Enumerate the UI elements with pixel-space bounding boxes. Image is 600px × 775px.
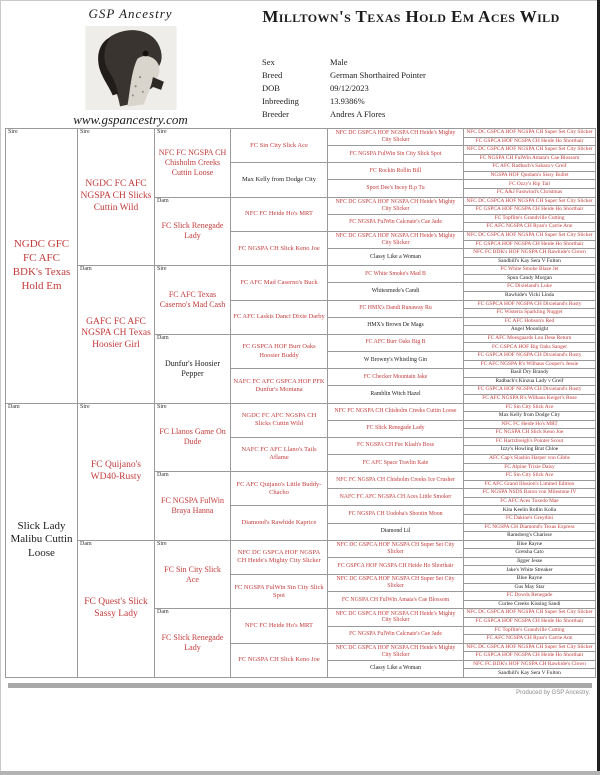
info-label: DOB [262, 83, 280, 93]
dog-name-link[interactable]: FC HMX's Dandi Runaway Ru [359, 305, 432, 312]
relation-label-dam: Dam [157, 197, 169, 204]
dog-name-link[interactable]: FC AFC Radbach's Sahara v Greif [492, 163, 567, 170]
dog-name-link[interactable]: GAFC FC AFC NGSPA CH Texas Hoosier Girl [81, 316, 151, 351]
pedigree-cell-g2-3 [78, 403, 154, 540]
pedigree-cell-g6-13 [464, 231, 595, 240]
dog-name-link[interactable]: FC NGSPA CH Diamond's Texas Express [484, 523, 575, 530]
dog-name-link[interactable]: FC NGSPA CH Uodoba's Shootin Moon [348, 511, 443, 518]
pedigree-cell-g5-18 [328, 420, 463, 437]
pedigree-cell-g6-49 [464, 540, 595, 549]
dog-name-link[interactable]: FC GSPCA HOF NGSPA CH Heide Ho Shorthair [475, 652, 584, 659]
pedigree-cell-g2-2 [78, 265, 154, 402]
dog-name-link[interactable]: FC NGSPA FulWin Sin City Slick Spot [234, 583, 324, 599]
pedigree-cell-g6-23 [464, 317, 595, 326]
dog-name-text: Dunfur's Hoosier Pepper [165, 358, 220, 378]
pedigree-column-2 [77, 129, 154, 677]
dog-name-link[interactable]: FC Wisterra Sparkling Nugget [496, 309, 563, 316]
dog-name-link[interactable]: FC Dowds Renegade [506, 592, 553, 599]
pedigree-cell-g6-3 [464, 145, 595, 154]
pedigree-cell-g5-19 [328, 437, 463, 454]
info-row-inbreeding [262, 95, 550, 108]
pedigree-cell-g5-10 [328, 282, 463, 299]
dog-name-text: Diamond Lil [380, 528, 411, 535]
pedigree-cell-g6-26 [464, 342, 595, 351]
pedigree-column-4 [230, 129, 327, 677]
dog-name-text: Max Kelly from Dodge City [241, 175, 317, 183]
pedigree-cell-g6-48 [464, 531, 595, 540]
dog-name-link[interactable]: FC AFC Moesgaards Lou Dese Return [487, 334, 572, 341]
dog-name-link[interactable]: FC AFC Aces Tuxedo Mae [500, 497, 559, 504]
pedigree-cell-g5-27 [328, 574, 463, 591]
dog-name-link[interactable]: FC NGSPA CH Slick Keno Joe [238, 244, 320, 252]
dog-name-link[interactable]: NFC FC NGSPA CH Chisholm Creeks Ice Crusher [336, 476, 455, 483]
pedigree-cell-g6-24 [464, 325, 595, 334]
dog-name-link[interactable]: NFC FC BDK's HOF NGSPA CH Rawhide's Clown [473, 249, 586, 256]
dog-name-link[interactable]: FC GSPCA HOF Big Oaks Sanger [491, 343, 568, 350]
pedigree-cell-g6-20 [464, 291, 595, 300]
relation-label-dam: Dam [80, 540, 92, 547]
pedigree-cell-g6-19 [464, 282, 595, 291]
pedigree-cell-g5-29 [328, 608, 463, 625]
dog-name-text: W Browny's Whistling Gin [363, 356, 428, 363]
dog-name-text: Izzy's Howling Brat Chloe [500, 446, 559, 453]
relation-label-sire: Sire [80, 129, 90, 135]
pedigree-cell-g5-16 [328, 385, 463, 402]
dog-name-link[interactable]: NGDC GFC FC AFC BDK's Texas Hold Em [12, 238, 71, 292]
pedigree-cell-g6-55 [464, 591, 595, 600]
pedigree-cell-g6-8 [464, 188, 595, 197]
dog-name-link[interactable]: NFC DC GSPCA HOF NGSPA CH Heide's Mighty City Slicker [335, 644, 456, 658]
dog-name-link[interactable]: FC Sin City Slick Ace [505, 472, 554, 479]
dog-name-link[interactable]: FC AFC Grand Illusion's Limited Edition [484, 480, 575, 487]
dog-name-link[interactable]: FC Ozzy's Rip Tail [508, 180, 551, 187]
info-value: 13.9386% [330, 96, 365, 106]
dog-name-text: Gus May Star [514, 583, 545, 590]
pedigree-cell-g3-3 [155, 265, 230, 334]
pedigree-cell-g6-10 [464, 205, 595, 214]
relation-label-dam: Dam [157, 472, 169, 479]
pedigree-cell-g1-2 [6, 403, 77, 678]
pedigree-cell-g4-8 [231, 368, 327, 402]
dog-name-link[interactable]: FC Quijano's WD40-Rusty [90, 459, 142, 482]
dog-name-link[interactable]: NFC DC GSPCA HOF NGSPA CH Super Set City Slicker [466, 643, 593, 650]
dog-name-link[interactable]: NFC DC GSPCA HOF NGSPA CH Super Set City Slicker [466, 146, 593, 153]
dog-name-link[interactable]: NFC FC Heide Ho's MRT [245, 210, 313, 218]
dog-name-link[interactable]: FC AFC Quijano's Little Buddy-Chacho [236, 480, 322, 496]
dog-name-text: Angel Moonlight [510, 326, 549, 333]
info-row-sex [262, 56, 550, 69]
dog-name-text: Whitesmede's Candi [371, 288, 420, 294]
pedigree-cell-g6-1 [464, 129, 595, 137]
dog-name-text: Max Kelly from Dodge City [498, 412, 561, 419]
dog-name-link[interactable]: FC AFC Mad Caserno's Buck [240, 278, 318, 286]
info-value: German Shorthaired Pointer [330, 70, 426, 80]
dog-name-link[interactable]: FC Slick Renegade Lady [161, 221, 224, 241]
dog-name-link[interactable]: FC NGSPA FulWin Braya Hanna [161, 495, 224, 515]
dog-name-link[interactable]: NFC DC GSPCA HOF NGSPA CH Heide's Mighty City Slicker [335, 610, 456, 624]
pedigree-column-1 [6, 129, 77, 677]
pedigree-cell-g4-9 [231, 403, 327, 437]
dog-name-link[interactable]: NFC FC NGSPA CH Chisholm Creeks Cuttin Loose [334, 408, 457, 415]
site-url-link[interactable]: www.gspancestry.com [73, 112, 188, 127]
pedigree-cell-g6-14 [464, 240, 595, 249]
dog-name-text: Jigger Jesse [516, 557, 543, 564]
pedigree-cell-g4-14 [231, 574, 327, 608]
dog-name-link[interactable]: NFC DC GSPCA HOF NGSPA CH Super Set City Slicker [336, 541, 455, 555]
dog-name-link[interactable]: FC AFC Laskis Danci Dixie Darby [233, 313, 325, 321]
dog-name-link[interactable]: AFC Cap's Slashin Harper von Gibbs [489, 455, 570, 462]
dog-name-link[interactable]: FC AFC Burr Oaks Big B [365, 339, 426, 346]
pedigree-column-5 [327, 129, 463, 677]
pedigree-cell-g6-33 [464, 403, 595, 412]
dog-name-link[interactable]: FC AFC NGSPA R's Wilhaus Keiger's Rose [482, 395, 577, 401]
pedigree-cell-g5-13 [328, 334, 463, 351]
relation-label-dam: Dam [80, 266, 92, 273]
dog-name-link[interactable]: Diamond's Rawhide Kaprice [241, 519, 317, 527]
pedigree-cell-g5-15 [328, 368, 463, 385]
dog-name-link[interactable]: FC AFC NGSPA CH Ryan's Carrie Ann [486, 635, 573, 642]
info-label: Breed [262, 70, 283, 80]
pedigree-cell-g6-21 [464, 300, 595, 309]
dog-name-link[interactable]: NFC DC GSPCA HOF NGSPA CH Heide's Mighty City Slicker [335, 198, 456, 212]
dog-name-link[interactable]: FC NGSPA NSDS Baron von Milestone IV [482, 489, 577, 496]
info-label: Breeder [262, 109, 289, 119]
relation-label-dam: Dam [157, 334, 169, 341]
pedigree-cell-g4-12 [231, 505, 327, 539]
pedigree-cell-g5-7 [328, 231, 463, 248]
relation-label-dam: Dam [157, 609, 169, 616]
pedigree-cell-g6-47 [464, 523, 595, 532]
relation-label-sire: Sire [157, 129, 167, 135]
dog-name-link[interactable]: FC GSPCA HOF NGSPA CH Heide Ho Shorthair [337, 562, 454, 569]
dog-name-link[interactable]: FC NGSPA CH FulWin Amata's Cae Blossom [341, 596, 450, 603]
dog-name-text: Curlee Creeks Kissing Sandi [498, 600, 561, 607]
footer-bar [8, 683, 592, 688]
pedigree-cell-g6-31 [464, 385, 595, 394]
relation-label-sire: Sire [80, 403, 90, 410]
pedigree-cell-g5-22 [328, 488, 463, 505]
pedigree-cell-g5-1 [328, 129, 463, 145]
pedigree-cell-g4-4 [231, 231, 327, 265]
relation-label-sire: Sire [8, 129, 18, 135]
dog-name-link[interactable]: NFC DC GSPCA HOF NGSPA CH Heide's Mighty City Slicker [335, 233, 456, 247]
pedigree-cell-g3-4 [155, 334, 230, 403]
dog-name-link[interactable]: FC Alpine Trixie Daisy [504, 463, 555, 470]
dog-name-link[interactable]: NFC FC BDK's HOF NGSPA CH Rawhide's Clown [473, 660, 586, 667]
dog-name-link[interactable]: NGDC FC AFC NGSPA CH Slicks Cuttin Wild [241, 412, 317, 428]
dog-name-text: Sandhill's Kay Sera V Fulton [498, 257, 561, 264]
dog-name-link[interactable]: FC AFC Hobson's Red [504, 317, 555, 324]
pedigree-cell-g6-30 [464, 377, 595, 386]
pedigree-cell-g3-6 [155, 471, 230, 540]
pedigree-cell-g4-3 [231, 197, 327, 231]
pedigree-cell-g5-17 [328, 403, 463, 420]
pedigree-cell-g6-56 [464, 600, 595, 609]
pedigree-cell-g6-62 [464, 651, 595, 660]
pedigree-cell-g4-11 [231, 471, 327, 505]
dog-name-link[interactable]: FC GSPCA HOF NGSPA CH Dixieland's Rusty [477, 386, 582, 393]
dog-name-link[interactable]: NAFC FC AFC NGSPA CH Aces Little Smoker [339, 493, 452, 500]
pedigree-cell-g6-2 [464, 137, 595, 146]
dog-info-block [262, 56, 550, 121]
pedigree-cell-g6-53 [464, 574, 595, 583]
dog-name-link[interactable]: FC GSPCA HOF NGSPA CH Heide Ho Shorthair [475, 240, 584, 247]
dog-name-text: Blue Rayne [516, 575, 543, 582]
dog-name-link[interactable]: NFC DC GSPCA HOF NGSPA CH Super Set City Slicker [466, 232, 593, 239]
info-label: Sex [262, 57, 275, 67]
pedigree-cell-g4-1 [231, 129, 327, 162]
pedigree-cell-g6-39 [464, 454, 595, 463]
pedigree-cell-g6-25 [464, 334, 595, 343]
pedigree-cell-g6-17 [464, 265, 595, 274]
pedigree-cell-g6-28 [464, 360, 595, 369]
dog-name-link[interactable]: NFC FC NGSPA CH Chisholm Creeks Cuttin Loose [158, 147, 227, 177]
pedigree-cell-g5-5 [328, 197, 463, 214]
dog-name-link[interactable]: FC Slick Renegade Lady [161, 633, 224, 653]
dog-name-link[interactable]: FC AFC Space Travlin Kate [362, 459, 429, 466]
pedigree-cell-g6-42 [464, 480, 595, 489]
pedigree-cell-g3-1 [155, 129, 230, 197]
footer-text: Produced by GSP Ancestry. [516, 690, 590, 696]
pedigree-cell-g6-4 [464, 154, 595, 163]
pedigree-cell-g6-59 [464, 626, 595, 635]
pedigree-cell-g5-9 [328, 265, 463, 282]
pedigree-cell-g5-14 [328, 351, 463, 368]
pedigree-cell-g6-57 [464, 608, 595, 617]
dog-name-link[interactable]: FC GSPCA HOF NGSPA CH Heide Ho Shorthair [475, 618, 584, 625]
relation-label-sire: Sire [157, 540, 167, 547]
dog-name-link[interactable]: FC Topflite's Grandville Cutting [494, 626, 565, 633]
pedigree-cell-g6-6 [464, 171, 595, 180]
pedigree-cell-g5-32 [328, 660, 463, 677]
pedigree-cell-g6-44 [464, 497, 595, 506]
dog-name-link[interactable]: FC NGSPA CH Slick Keno Joe [238, 656, 320, 664]
pedigree-cell-g4-16 [231, 643, 327, 677]
relation-label-sire: Sire [157, 403, 167, 410]
dog-name-link[interactable]: FC NGSPA FulWin Calcnate's Cae Jade [349, 631, 442, 638]
pedigree-cell-g5-26 [328, 557, 463, 574]
pedigree-cell-g4-2 [231, 162, 327, 196]
pedigree-cell-g6-64 [464, 668, 595, 677]
dog-name-text: HMX's Brown De Mags [367, 322, 424, 329]
pedigree-cell-g5-2 [328, 145, 463, 162]
dog-name-text: Slick Lady Malibu Cuttin Loose [10, 519, 73, 560]
page-edge-bottom [0, 771, 600, 775]
pedigree-cell-g6-38 [464, 445, 595, 454]
dog-name-text: Radbach's Kinzua Lady v Greif [495, 377, 564, 384]
info-label: Inbreeding [262, 96, 299, 106]
dog-name-text: Spun Candy Morgan [507, 274, 552, 281]
dog-name-link[interactable]: NFC DC GSPCA HOF NGSPA CH Super Set City Slicker [466, 609, 593, 616]
pedigree-cell-g3-2 [155, 197, 230, 266]
dog-name-link[interactable]: FC Llanos Game On Dude [159, 427, 226, 447]
pedigree-column-6 [463, 129, 595, 677]
logo-block [28, 6, 233, 128]
pedigree-cell-g6-15 [464, 248, 595, 257]
dog-name-link[interactable]: FC GSPCA HOF NGSPA CH Heide Ho Shorthair [475, 206, 584, 213]
pedigree-column-3 [154, 129, 230, 677]
dog-name-link[interactable]: NAFC FC AFC Llano's Tails Aflame [241, 446, 317, 462]
dog-name-link[interactable]: FC Hartzbreigh's Pointer Scout [495, 437, 564, 444]
pedigree-cell-g6-36 [464, 428, 595, 437]
dog-name-link[interactable]: FC NGSPA CH Slick Keno Joe [495, 429, 564, 436]
dog-name-link[interactable]: FC NGSPA CH Fee Klash's Boss [356, 442, 434, 449]
pedigree-cell-g5-28 [328, 591, 463, 608]
pedigree-cell-g5-11 [328, 300, 463, 317]
dog-name-link[interactable]: NFC DC GSPCA HOF NGSPA CH Heide's Mighty City Slicker [237, 549, 321, 565]
pedigree-cell-g4-13 [231, 540, 327, 574]
pedigree-cell-g5-3 [328, 162, 463, 179]
pedigree-cell-g5-23 [328, 505, 463, 522]
dog-name-text: Jake's White Streaker [506, 566, 553, 573]
dog-name-text: Blue Rayne [516, 540, 543, 547]
pedigree-cell-g6-51 [464, 557, 595, 566]
pedigree-cell-g6-27 [464, 351, 595, 360]
dog-name-link[interactable]: FC NGSPA CH FulWin Amata's Cae Blossom [479, 154, 580, 161]
dog-name-text: Sandhill's Kay Sera V Fulton [498, 669, 561, 676]
pedigree-cell-g3-7 [155, 540, 230, 609]
dog-name-link[interactable]: FC White Smoke's Mad B [365, 270, 426, 277]
dog-name-link[interactable]: NFC FC Heide Ho's MRT [501, 420, 558, 427]
dog-name-link[interactable]: FC AFC NGSPA R's Wilhaus Cooper's Jessie [480, 360, 579, 367]
dog-name-link[interactable]: NFC DC GSPCA HOF NGSPA CH Super Set City Slicker [466, 197, 593, 204]
pedigree-cell-g6-32 [464, 394, 595, 403]
dog-name-text: Kita Keelin Rollin Kolla [502, 506, 557, 513]
pedigree-cell-g5-4 [328, 179, 463, 196]
pedigree-cell-g6-46 [464, 514, 595, 523]
pedigree-cell-g6-22 [464, 308, 595, 317]
info-row-dob [262, 82, 550, 95]
pedigree-cell-g4-10 [231, 437, 327, 471]
pedigree-cell-g6-58 [464, 617, 595, 626]
pedigree-cell-g3-5 [155, 403, 230, 472]
pedigree-cell-g5-25 [328, 540, 463, 557]
pedigree-cell-g6-12 [464, 222, 595, 231]
dog-name-link[interactable]: NFC DC GSPCA HOF NGSPA CH Heide's Mighty City Slicker [335, 130, 456, 144]
dog-name-link[interactable]: FC Rockin Rollin Bill [369, 167, 422, 174]
dog-name-text: Rawhide's Vicki Linda [504, 292, 555, 299]
info-value: 09/12/2023 [330, 83, 369, 93]
dog-name-text: Gretsha Cato [515, 549, 544, 556]
dog-name-text: Ramsberg's Charisse [507, 532, 552, 539]
dog-name-link[interactable]: FC Dixieland's Luke [507, 283, 552, 290]
pedigree-cell-g5-6 [328, 214, 463, 231]
dog-name-link[interactable]: FC Sin City Slick Ace [164, 564, 221, 584]
dog-photo [85, 26, 177, 110]
dog-name-link[interactable]: FC GSPCA HOF NGSPA CH Heide Ho Shorthair [475, 137, 584, 144]
dog-name-link[interactable]: FC GSPCA HOF Burr Oaks Hoosier Buddy [242, 343, 316, 359]
pedigree-cell-g6-7 [464, 179, 595, 188]
dog-name-link[interactable]: FC Quest's Slick Sassy Lady [84, 597, 148, 619]
pedigree-cell-g6-52 [464, 565, 595, 574]
info-row-breeder [262, 108, 550, 121]
pedigree-cell-g6-18 [464, 274, 595, 283]
dog-name-text: Basil Dry Brandy [510, 369, 549, 376]
page-title: Milltown's Texas Hold Em Aces Wild [262, 7, 560, 26]
dog-name-link[interactable]: FC AFC NGSPA CH Ryan's Carrie Ann [486, 223, 573, 230]
info-value: Andres A Flores [330, 109, 386, 119]
pedigree-cell-g1-1 [6, 129, 77, 403]
dog-name-link[interactable]: FC GSPCA HOF NGSPA CH Dixieland's Rusty [477, 352, 582, 359]
dog-name-link[interactable]: FC Slick Renegade Lady [366, 425, 425, 432]
pedigree-cell-g6-41 [464, 471, 595, 480]
pedigree-table [5, 128, 596, 678]
pedigree-cell-g6-50 [464, 548, 595, 557]
pedigree-cell-g6-40 [464, 463, 595, 472]
dog-name-link[interactable]: FC NGSPA FulWin Sin City Slick Spot [349, 150, 442, 157]
pedigree-cell-g5-20 [328, 454, 463, 471]
dog-name-link[interactable]: FC A&J Fastwind's Christmas [496, 189, 563, 196]
dog-name-link[interactable]: FC NGSPA FulWin Calcnate's Cae Jade [349, 219, 442, 226]
dog-name-text: Classy Like a Woman [370, 665, 421, 672]
pedigree-cell-g6-35 [464, 420, 595, 429]
pedigree-cell-g5-12 [328, 317, 463, 334]
info-value: Male [330, 57, 348, 67]
pedigree-cell-g4-7 [231, 334, 327, 368]
dog-name-link[interactable]: NFC DC GSPCA HOF NGSPA CH Super Set City Slicker [466, 129, 593, 136]
dog-name-link[interactable]: NAFC FC AFC GSPCA HOF PFK Dunfur's Montana [233, 377, 325, 393]
dog-name-link[interactable]: FC Dakine's Greydini [505, 515, 554, 522]
dog-name-link[interactable]: Sport Dee's Incey B.p Tu [366, 185, 425, 192]
pedigree-cell-g4-6 [231, 300, 327, 334]
pedigree-cell-g5-8 [328, 248, 463, 265]
pedigree-cell-g6-11 [464, 214, 595, 223]
dog-name-link[interactable]: NGSPA HOF Quidam's Sissy Bullet [490, 171, 569, 178]
relation-label-dam: Dam [8, 403, 20, 410]
pedigree-cell-g5-24 [328, 523, 463, 540]
pedigree-cell-g6-54 [464, 583, 595, 592]
pedigree-cell-g6-61 [464, 643, 595, 652]
dog-name-link[interactable]: FC GSPCA HOF NGSPA CH Dixieland's Rusty [477, 300, 582, 307]
dog-name-link[interactable]: NFC FC Heide Ho's MRT [245, 621, 313, 629]
dog-name-link[interactable]: NGDC FC AFC NGSPA CH Slicks Cuttin Wild [80, 179, 152, 214]
pedigree-cell-g6-5 [464, 162, 595, 171]
dog-name-link[interactable]: FC AFC Texas Caserno's Mad Cash [159, 290, 226, 310]
dog-name-link[interactable]: FC Sin City Slick Ace [505, 403, 554, 410]
dog-name-link[interactable]: NFC DC GSPCA HOF NGSPA CH Super Set City Slicker [336, 576, 455, 590]
pedigree-cell-g2-4 [78, 540, 154, 677]
pedigree-cell-g5-31 [328, 643, 463, 660]
pedigree-cell-g4-15 [231, 608, 327, 642]
pedigree-cell-g6-60 [464, 634, 595, 643]
pedigree-cell-g3-8 [155, 608, 230, 677]
relation-label-sire: Sire [157, 266, 167, 273]
dog-name-text: Classy Like a Woman [370, 253, 421, 260]
pedigree-cell-g5-21 [328, 471, 463, 488]
dog-name-link[interactable]: FC Topflite's Grandville Cutting [494, 214, 565, 221]
pedigree-cell-g6-43 [464, 488, 595, 497]
pedigree-cell-g2-1 [78, 129, 154, 265]
pedigree-cell-g4-5 [231, 265, 327, 299]
pedigree-cell-g6-9 [464, 197, 595, 206]
dog-name-link[interactable]: FC Checker Mountain Jake [363, 373, 428, 380]
dog-name-text: Ramblin Witch Hazel [370, 390, 421, 397]
pedigree-cell-g5-30 [328, 626, 463, 643]
pedigree-cell-g6-16 [464, 257, 595, 266]
site-name: GSP Ancestry [88, 6, 173, 21]
pedigree-cell-g6-45 [464, 505, 595, 514]
dog-name-link[interactable]: FC Sin City Slick Ace [250, 141, 308, 149]
dog-name-link[interactable]: FC White Smoke Blaze Jet [500, 266, 559, 273]
pedigree-cell-g6-29 [464, 368, 595, 377]
info-row-breed [262, 69, 550, 82]
pedigree-cell-g6-63 [464, 660, 595, 669]
pedigree-cell-g6-37 [464, 437, 595, 446]
pedigree-cell-g6-34 [464, 411, 595, 420]
